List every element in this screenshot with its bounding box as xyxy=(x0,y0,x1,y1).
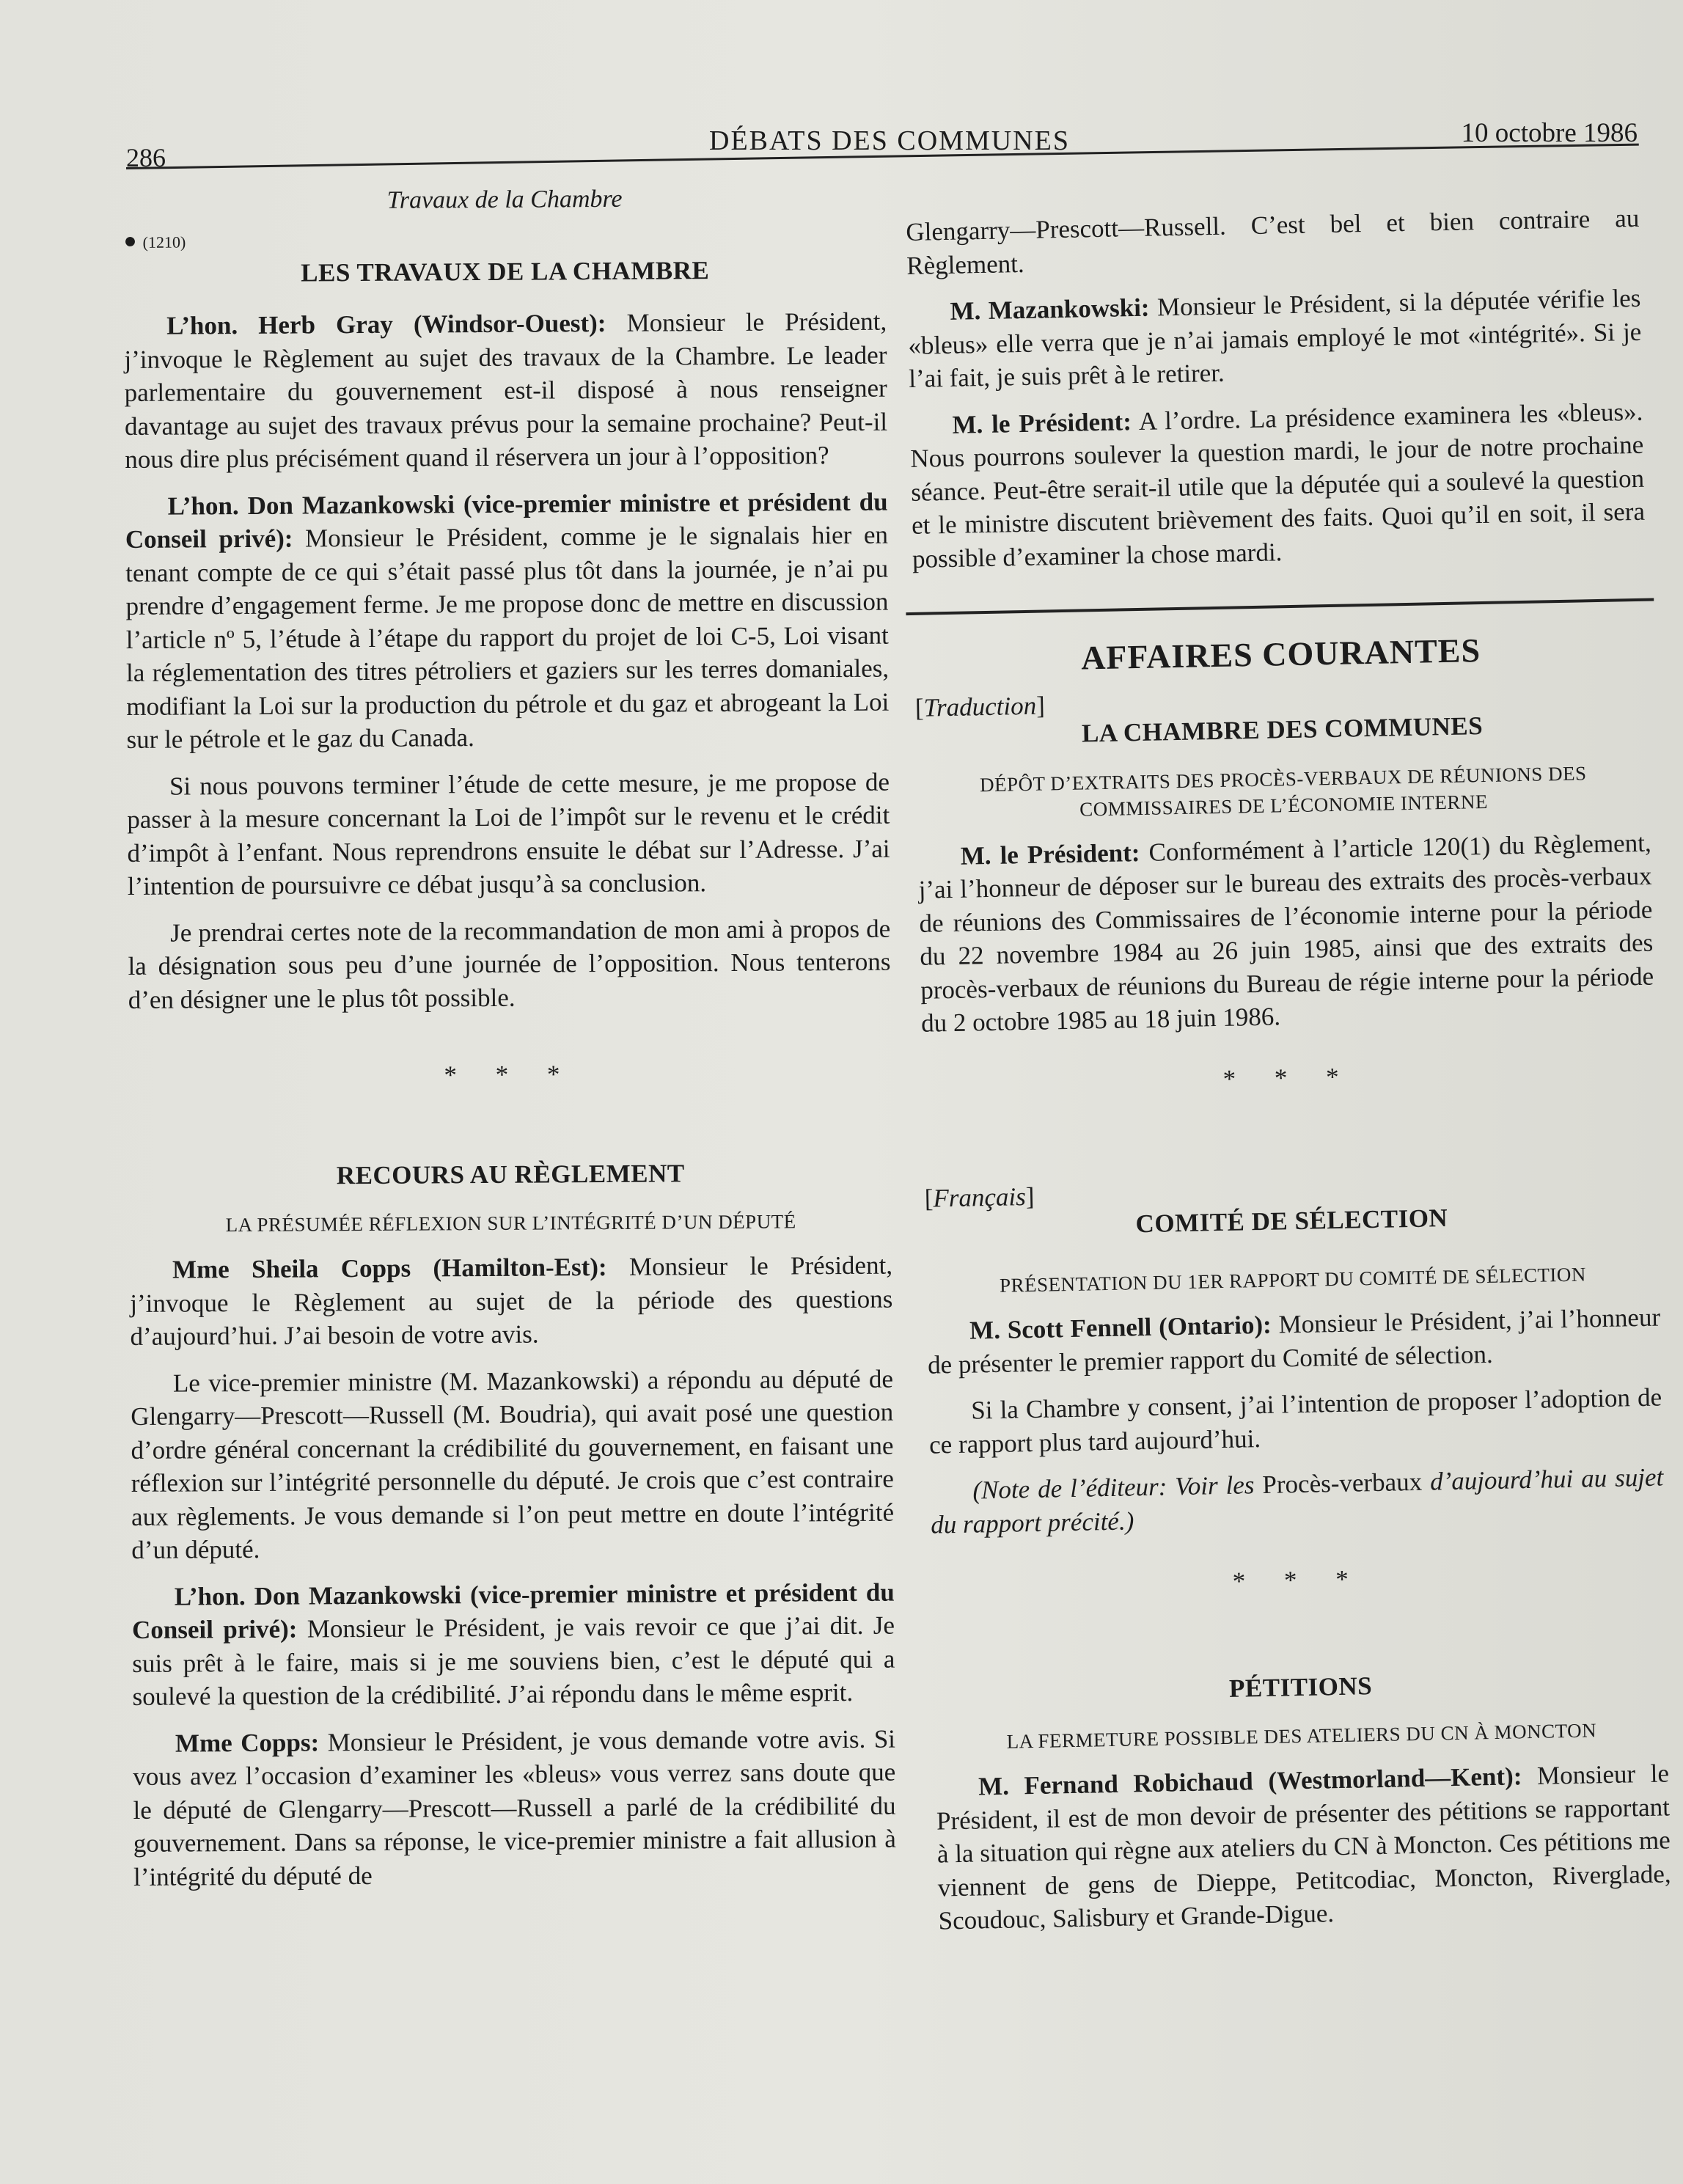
speech-text: A l’ordre. La présidence examinera les «bleus». Nous pourrons soulever la question mardi, le jour de notre prochaine séance. Peut-être serait-il utile que la députée qui a soulevé la question et le ministre discutent brièvement des faits. Quoi qu’il en soit, il sera possible d’examiner la chose mardi. xyxy=(909,397,1646,574)
bullet-icon: ● xyxy=(123,228,137,253)
speech-text: Monsieur le Président, j’invoque le Règlement au sujet de la période des questions d’aujourd’hui. J’ai besoin de votre avis. xyxy=(130,1250,893,1351)
speaker: L’hon. Herb Gray (Windsor-Ouest): xyxy=(166,308,606,340)
translation-note: [Traduction] xyxy=(914,690,1046,722)
subsection-subheading: DÉPÔT D’EXTRAITS DES PROCÈS-VERBAUX DE RÉUNIONS DES COMMISSAIRES DE L’ÉCONOMIE INTERNE xyxy=(979,761,1587,821)
section-heading: COMITÉ DE SÉLECTION xyxy=(1135,1203,1448,1238)
paragraph: Si nous pouvons terminer l’étude de cette mesure, je me propose de passer à la mesure concernant la Loi de l’impôt sur le revenu et le crédit d’impôt à l’enfant. Nous reprendrons ensuite le débat sur l’Adresse. J’ai l’intention de poursuivre ce débat jusqu’à sa conclusion. xyxy=(127,767,890,901)
subsection-heading: LA PRÉSUMÉE RÉFLEXION SUR L’INTÉGRITÉ D’UN DÉPUTÉ xyxy=(225,1210,796,1236)
speech-text: Monsieur le Président, je vous demande votre avis. Si vous avez l’occasion d’examiner les «bleus» vous verrez sans doute que le député de Glengarry—Prescott—Russell a parlé de la crédibilité du gouvernement. Dans sa réponse, le vice-premier ministre a fait allusion à l’intégrité du député de xyxy=(133,1724,896,1891)
paragraph xyxy=(132,1575,895,1713)
paragraph xyxy=(124,305,887,477)
speaker: L’hon. Don Mazankowski (vice-premier ministre et président du Conseil privé): xyxy=(131,1577,895,1644)
section-separator: * * * xyxy=(1232,1564,1365,1596)
paragraph xyxy=(133,1722,896,1894)
section-heading: RECOURS AU RÈGLEMENT xyxy=(336,1158,685,1190)
paragraph: Je prendrai certes note de la recommandation de mon ami à propos de la désignation sous peu d’une journée de l’opposition. Nous tenterons d’en désigner une le plus tôt possible. xyxy=(128,914,891,1014)
speech-text: Monsieur le Président, j’ai l’honneur de présenter le premier rapport du Comité de sélection. xyxy=(927,1302,1661,1379)
time-mark-text: (1210) xyxy=(142,232,186,252)
paragraph xyxy=(907,282,1642,396)
paragraph: Si la Chambre y consent, j’ai l’intention de proposer l’adoption de ce rapport plus tard aujourd’hui. xyxy=(928,1382,1662,1459)
subsection-heading: LA CHAMBRE DES COMMUNES xyxy=(1081,711,1484,748)
speech-text: Monsieur le Président, comme je le signalais hier en tenant compte de ce qui s’était passé plus tôt dans la journée, je n’ai pu prendre d’engagement ferme. Je me propose donc de mettre en discussion l’article nº 5, l’étude à l’étape du rapport du projet de loi C-5, Loi visant la réglementation des titres pétroliers et gaziers sur les terres domaniales, modifiant la Loi sur la production du pétrole et du gaz et abrogeant la Loi sur le pétrole et le gaz du Canada. xyxy=(125,520,890,754)
subsection-heading: LA FERMETURE POSSIBLE DES ATELIERS DU CN À MONCTON xyxy=(1006,1719,1597,1753)
speech-text: Monsieur le Président, il est de mon devoir de présenter des pétitions se rapportant à la situation qui règne aux ateliers du CN à Moncton. Ces pétitions me viennent de gens de Dieppe, Petitcodiac, Moncton, Riverglade, Scoudouc, Salisbury et Grande-Digue. xyxy=(936,1759,1671,1935)
section-heading: LES TRAVAUX DE LA CHAMBRE xyxy=(301,255,710,287)
section-separator: * * * xyxy=(1222,1061,1356,1093)
speaker: M. le Président: xyxy=(960,838,1140,871)
paragraph xyxy=(125,485,890,756)
subsection-heading: PRÉSENTATION DU 1ER RAPPORT DU COMITÉ DE SÉLECTION xyxy=(999,1263,1587,1297)
speech-text: Monsieur le Président, si la députée vérifie les «bleus» elle verra que je n’ai jamais employé le mot «intégrité». Si je l’ai fait, je suis prêt à le retirer. xyxy=(908,283,1642,393)
translation-label: Traduction xyxy=(923,691,1037,722)
paragraph: Le vice-premier ministre (M. Mazankowski) a répondu au député de Glengarry—Prescott—Russell (M. Boudria), qui avait posé une question d’ordre général concernant la crédibilité du gouvernement, en faisant une réflexion sur l’intégrité personnelle du député. Je crois que c’est contraire aux règlements. Je vous demande si l’on peut mettre en doute l’intégrité d’un député. xyxy=(131,1364,895,1564)
paragraph xyxy=(927,1301,1662,1382)
speaker: L’hon. Don Mazankowski (vice-premier ministre et président du Conseil privé): xyxy=(125,487,888,554)
section-separator: * * * xyxy=(444,1060,576,1090)
speaker: Mme Sheila Copps (Hamilton-Est): xyxy=(172,1252,607,1284)
speaker: M. le Président: xyxy=(952,406,1132,439)
time-mark xyxy=(123,221,886,257)
editor-note: (Note de l’éditeur: Voir les Procès-verbaux d’aujourd’hui au sujet du rapport précité.) xyxy=(930,1462,1664,1539)
speech-text: Monsieur le Président, j’invoque le Règlement au sujet des travaux de la Chambre. Le leader parlementaire du gouvernement est-il disposé à nous renseigner davantage au sujet des travaux prévus pour la semaine prochaine? Peut-il nous dire plus précisément quand il réservera un jour à l’opposition? xyxy=(124,307,888,474)
paragraph xyxy=(909,395,1646,576)
speaker: Mme Copps: xyxy=(175,1727,320,1758)
page-number: 286 xyxy=(126,143,166,172)
speaker: M. Mazankowski: xyxy=(950,293,1150,326)
speaker: M. Scott Fennell (Ontario): xyxy=(969,1310,1272,1345)
publication-title: DÉBATS DES COMMUNES xyxy=(709,125,1070,156)
right-column xyxy=(906,202,1672,1951)
speech-text: Monsieur le Président, je vais revoir ce que j’ai dit. Je suis prêt à le faire, mais si je me souviens bien, c’est le député qui a soulevé la question de la crédibilité. J’ai répondu dans le même esprit. xyxy=(132,1610,895,1711)
speaker: M. Fernand Robichaud (Westmorland—Kent): xyxy=(978,1762,1522,1801)
paragraph xyxy=(936,1756,1672,1938)
speech-text: Conformément à l’article 120(1) du Règlement, j’ai l’honneur de déposer sur le bureau des extraits des procès-verbaux de réunions des Commissaires de l’économie interne pour la période du 22 novembre 1984 au 26 juin 1985, ainsi que des extraits des procès-verbaux de réunions du Bureau de régie interne pour la période du 2 octobre 1985 au 18 juin 1986. xyxy=(918,828,1654,1038)
left-column xyxy=(123,181,896,1907)
section-heading: AFFAIRES COURANTES xyxy=(1080,631,1481,677)
publication-date: 10 octobre 1986 xyxy=(1461,118,1638,148)
paragraph xyxy=(917,826,1654,1040)
translation-label: Français xyxy=(933,1182,1027,1213)
section-heading: PÉTITIONS xyxy=(1228,1671,1373,1703)
running-head: Travaux de la Chambre xyxy=(386,185,623,214)
paragraph-continued: Glengarry—Prescott—Russell. C’est bel et bien contraire au Règlement. xyxy=(906,203,1640,280)
translation-note: [Français] xyxy=(924,1181,1035,1213)
paragraph xyxy=(130,1249,893,1354)
section-rule xyxy=(906,598,1654,616)
